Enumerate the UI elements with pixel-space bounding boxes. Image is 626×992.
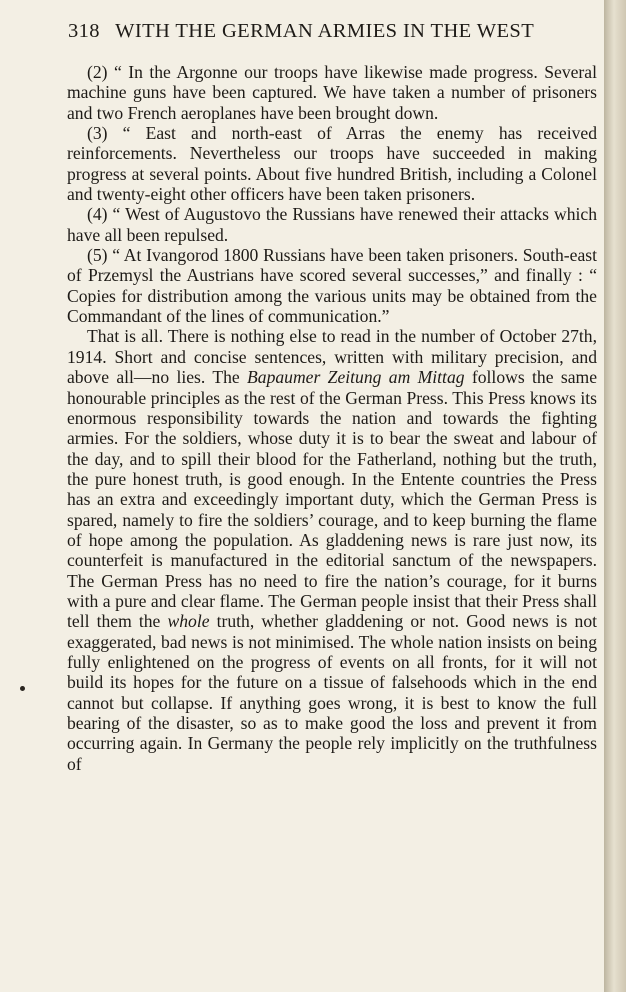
paragraph-commentary [67,326,597,774]
commentary-text-3: truth, whether gladdening or not. Good news is not exaggerated, bad news is not minimised. The whole nation insists on being fully enlightened on the progress of events on all fronts, for it will not build its hopes for the future on a tissue of falsehoods which in the end cannot but collapse. If anything goes wrong, it is best to know the full bearing of the disaster, so as to make good the loss and prevent it from occurring again. In Germany the people rely implicitly on the truthfulness of [67,611,597,774]
body-text [67,62,597,774]
commentary-text-2: follows the same honourable principles as the rest of the German Press. This Press knows its enormous responsibility towards the nation and towards the fighting armies. For the soldiers, whose duty it is to bear the sweat and labour of the day, and to spill their blood for the Fatherland, nothing but the truth, the pure honest truth, is good enough. In the Entente countries the Press has an extra and exceedingly important duty, which the German Press is spared, namely to fire the soldiers’ courage, and to keep burning the flame of hope among the population. As gladdening news is rare just now, its counterfeit is manufactured in the editorial sanctum of the newspapers. The German Press has no need to fire the nation’s courage, for it burns with a pure and clear flame. The German people insist that their Press shall tell them the [67,367,598,632]
page-number: 318 [68,20,100,42]
emphasis-whole: whole [167,611,210,632]
page-spine-edge [604,0,626,992]
commentary-text-1: That is all. There is nothing else to read in the number of October 27th, 1914. Short and concise sentences, written with military precision, and above all—no lies. The [67,326,597,388]
paragraph-argonne: (2) “ In the Argonne our troops have likewise made progress. Several machine guns have been captured. We have taken a number of prisoners and two French aeroplanes have been brought down. [67,62,597,123]
newspaper-title: Bapaumer Zeitung am Mittag [247,367,465,388]
running-header [68,20,592,43]
margin-mark [20,686,25,691]
running-title: WITH THE GERMAN ARMIES IN THE WEST [115,20,535,42]
paragraph-augustovo: (4) “ West of Augustovo the Russians have renewed their attacks which have all been repulsed. [67,204,597,245]
paragraph-ivangorod: (5) “ At Ivangorod 1800 Russians have been taken prisoners. South-east of Przemysl the Austrians have scored several successes,” and finally : “ Copies for distribution among the various units may be obtained from the Commandant of the lines of communication.” [67,245,597,327]
paragraph-arras: (3) “ East and north-east of Arras the enemy has received reinforcements. Nevertheless our troops have succeeded in making progress at several points. About five hundred British, including a Colonel and twenty-eight other officers have been taken prisoners. [67,123,597,205]
